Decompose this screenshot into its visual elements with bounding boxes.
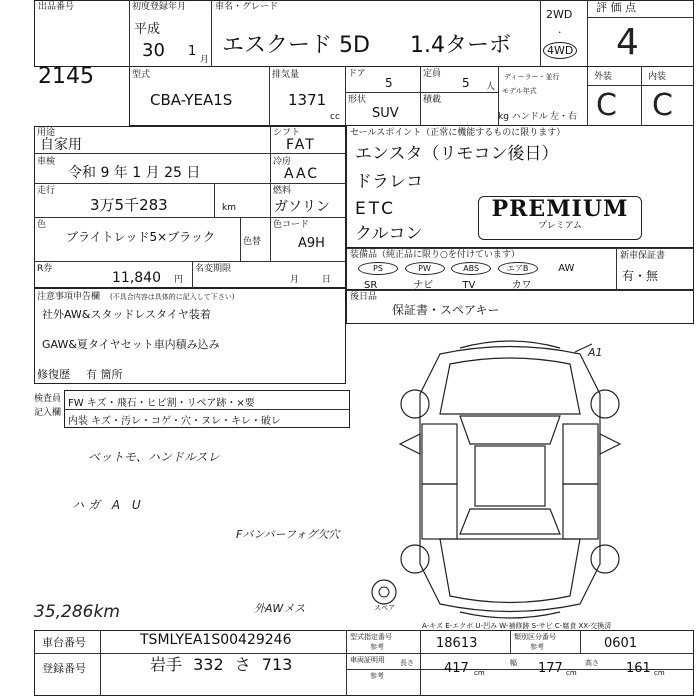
person-unit: 人: [486, 82, 496, 92]
car-windshield: [460, 416, 560, 444]
divider: [510, 630, 511, 653]
color-change-label: 色替: [243, 237, 262, 247]
eval-score: 4: [616, 22, 639, 63]
divider: [540, 0, 541, 67]
load-label: 積載: [423, 95, 442, 105]
cert-label: 車両証明用: [350, 656, 385, 664]
reg-month: 1: [188, 44, 197, 59]
fuel-label: 燃料: [273, 186, 292, 196]
divider: [641, 67, 642, 126]
sales-label: セールスポイント（正常に機能するものに限ります）: [350, 128, 566, 138]
ac-label: 冷房: [273, 157, 292, 167]
mirror-right: [600, 434, 620, 454]
body: SUV: [372, 106, 399, 121]
sales-item-4: クルコン: [355, 224, 423, 244]
displacement: 1371: [288, 91, 327, 109]
divider: [100, 630, 101, 696]
type-cert-label: 型式指定番号: [350, 633, 392, 641]
new-car-label: 新車保証書: [620, 251, 666, 261]
divider: [345, 92, 498, 93]
lot-number: 2145: [38, 64, 94, 89]
divider: [34, 153, 270, 154]
tax-label: 名変期限: [195, 264, 232, 274]
class-label: 類別区分番号: [514, 633, 556, 641]
wheel-front-left: [401, 390, 429, 418]
car-name: エスクード 5D: [222, 33, 370, 58]
width-unit: cm: [566, 669, 577, 677]
divider: [420, 67, 421, 126]
exterior-label: 外装: [594, 72, 613, 82]
handwritten-note-6: A1: [588, 346, 603, 359]
divider: [214, 183, 215, 217]
notes-line-1: 社外AW&スタッドレスタイヤ装着: [42, 308, 211, 321]
inspector-row-2: 内装 キズ・汚レ・コゲ・穴・ヌレ・キレ・破レ: [68, 416, 281, 427]
divider: [64, 409, 350, 410]
equip-tv: TV: [462, 280, 476, 291]
divider: [587, 17, 694, 18]
handwritten-note-4: 外AWメス: [254, 602, 306, 615]
color: ブライトレッド5×ブラック: [66, 230, 215, 244]
door-front-right: [563, 424, 598, 484]
equip-aw: AW: [558, 263, 575, 274]
recycle-fee: 11,840: [112, 270, 161, 286]
handwritten-note-2: ハガ A U: [72, 498, 145, 512]
premium-kana: プレミアム: [537, 221, 582, 231]
damage-pointer: [575, 344, 592, 352]
car-tailgate: [440, 539, 580, 603]
wheel-rear-left: [401, 545, 429, 573]
handwritten-note-3: Fバンパーフォグ欠穴: [236, 528, 340, 541]
model-year-label: モデル年式: [502, 87, 537, 95]
usage-label: 用途: [37, 128, 56, 138]
capacity-label: 定員: [423, 69, 442, 79]
divider: [34, 653, 694, 654]
inspection: 令和 9 年 1 月 25 日: [68, 165, 201, 181]
divider: [34, 183, 270, 184]
repair-label: 修復歴: [37, 368, 70, 381]
equip-airbag: エアB: [498, 262, 538, 275]
wheel-front-right: [591, 390, 619, 418]
repair-value: 有 箇所: [86, 368, 123, 381]
equipment-row: [358, 262, 574, 275]
chassis-number: TSMLYEA1S00429246: [140, 632, 292, 648]
handwritten-note-5: 35,286km: [34, 602, 120, 622]
divider: [420, 630, 421, 696]
model: CBA-YEA1S: [150, 91, 233, 109]
inspection-label: 車検: [37, 157, 56, 167]
first-reg-label: 初度登録年月: [132, 2, 187, 12]
reg-year: 30: [142, 40, 165, 61]
door-front-left: [422, 424, 457, 484]
equip-abs: ABS: [451, 262, 491, 275]
era: 平成: [134, 22, 161, 37]
color-code: A9H: [298, 236, 325, 251]
doors-label: ドア: [348, 69, 366, 79]
car-rear-glass: [460, 509, 560, 534]
equipment-label: 装備品（純正品に限り○を付けています）: [350, 250, 520, 260]
sales-item-2: ドラレコ: [355, 172, 423, 192]
premium-stamp: [478, 196, 642, 240]
class-ref: 参考: [530, 643, 544, 651]
spare-label: スペア: [374, 604, 395, 612]
inspector-label-2: 記入欄: [34, 408, 62, 418]
mileage-label: 走行: [37, 186, 56, 196]
type-cert-number: 18613: [436, 636, 478, 651]
rear-bumper: [460, 612, 560, 618]
equip-pw: PW: [405, 262, 445, 275]
color-label: 色: [37, 220, 47, 230]
divider: [34, 217, 346, 218]
tax-value: 月 日: [290, 275, 331, 285]
inspector-row-1: FW キズ・飛石・ヒビ割・リペア跡・×要: [68, 398, 255, 409]
type-cert-ref: 参考: [370, 643, 384, 651]
usage: 自家用: [40, 137, 82, 153]
equipment-subrow: [364, 276, 614, 291]
sales-item-3: ETC: [355, 199, 396, 219]
mirror-left: [400, 434, 420, 454]
car-body-outline: [420, 347, 600, 612]
car-roof: [475, 446, 545, 506]
eval-label: 評 価 点: [596, 1, 636, 14]
inspector-label-1: 検査員: [34, 394, 62, 404]
divider: [192, 261, 193, 288]
model-label: 型式: [132, 70, 151, 80]
divider: [270, 183, 346, 184]
displacement-label: 排気量: [272, 70, 300, 80]
shift: FAT: [286, 137, 316, 153]
divider: [270, 153, 346, 154]
handle-value: 左・右: [550, 112, 578, 122]
color-code-label: 色コード: [273, 220, 310, 230]
divider: [240, 217, 241, 261]
drive-2wd: 2WD: [546, 8, 573, 21]
width-label: 幅: [510, 659, 517, 667]
plate-label: 登録番号: [42, 662, 86, 675]
km-unit: km: [222, 203, 236, 213]
new-car-value: 有・無: [622, 269, 659, 283]
doors: 5: [385, 76, 393, 90]
wheel-rear-right: [591, 545, 619, 573]
length-value: 417: [444, 661, 469, 676]
notes-sub: (不具合内容は具体的に記入して下さい): [110, 293, 235, 301]
height-unit: cm: [654, 669, 665, 677]
equip-sr: SR: [364, 280, 378, 291]
door-rear-right: [563, 484, 598, 539]
cc-unit: cc: [330, 112, 340, 122]
dims-ref: 参考: [370, 672, 384, 680]
fuel: ガソリン: [274, 199, 330, 215]
equip-navi: ナビ: [413, 280, 434, 291]
dealer-label: ディーラー・並行: [504, 73, 560, 81]
divider: [616, 248, 617, 290]
sales-item-1: エンスタ（リモコン後日）: [355, 144, 559, 164]
divider: [34, 261, 346, 262]
equip-ps: PS: [358, 262, 398, 275]
shift-label: シフト: [273, 128, 301, 138]
chassis-label: 車台番号: [42, 636, 86, 649]
yen-unit: 円: [174, 275, 184, 285]
notes-label: 注意事項申告欄: [37, 292, 101, 302]
recycle-label: R券: [37, 264, 53, 274]
interior-label: 内装: [648, 72, 667, 82]
divider: [269, 67, 270, 126]
divider: [580, 630, 581, 653]
month-unit: 月: [200, 55, 210, 65]
drive-dot: ·: [558, 26, 562, 39]
interior-grade: C: [652, 88, 673, 123]
plate-number: 岩手 332 さ 713: [150, 655, 293, 674]
ac: AAC: [284, 166, 320, 182]
length-label: 長さ: [400, 659, 414, 667]
notes-line-2: GAW&夏タイヤセット車内積み込み: [42, 338, 220, 351]
divider: [346, 630, 347, 696]
name-label: 車名・グレード: [215, 2, 279, 12]
door-rear-left: [422, 484, 457, 539]
width-value: 177: [538, 661, 563, 676]
after-value: 保証書・スペアキー: [392, 303, 500, 317]
equip-leather: カワ: [511, 280, 532, 291]
handwritten-note-1: ベットモ、ハンドルスレ: [88, 450, 220, 464]
mileage: 3万5千283: [90, 196, 168, 214]
length-unit: cm: [474, 669, 485, 677]
car-hood: [440, 358, 580, 414]
height-label: 高さ: [585, 659, 599, 667]
body-label: 形状: [348, 95, 367, 105]
divider: [211, 0, 212, 67]
exterior-grade: C: [596, 88, 617, 123]
car-diagram: [360, 334, 660, 624]
premium-text: PREMIUM: [491, 196, 629, 222]
height-value: 161: [626, 661, 651, 676]
after-label: 後日品: [350, 292, 378, 302]
class-number: 0601: [604, 636, 638, 651]
lot-label: 出品番号: [38, 2, 75, 12]
damage-legend: A-キズ E-エクボ U-凹み W-補修跡 S-サビ C-腐食 XX-交換済: [422, 622, 612, 630]
divider: [345, 67, 346, 126]
grade: 1.4ターボ: [410, 33, 511, 58]
capacity: 5: [462, 76, 470, 90]
divider: [270, 126, 271, 261]
handle-label: kg ハンドル: [498, 112, 548, 122]
drive-4wd: 4WD: [543, 42, 577, 59]
